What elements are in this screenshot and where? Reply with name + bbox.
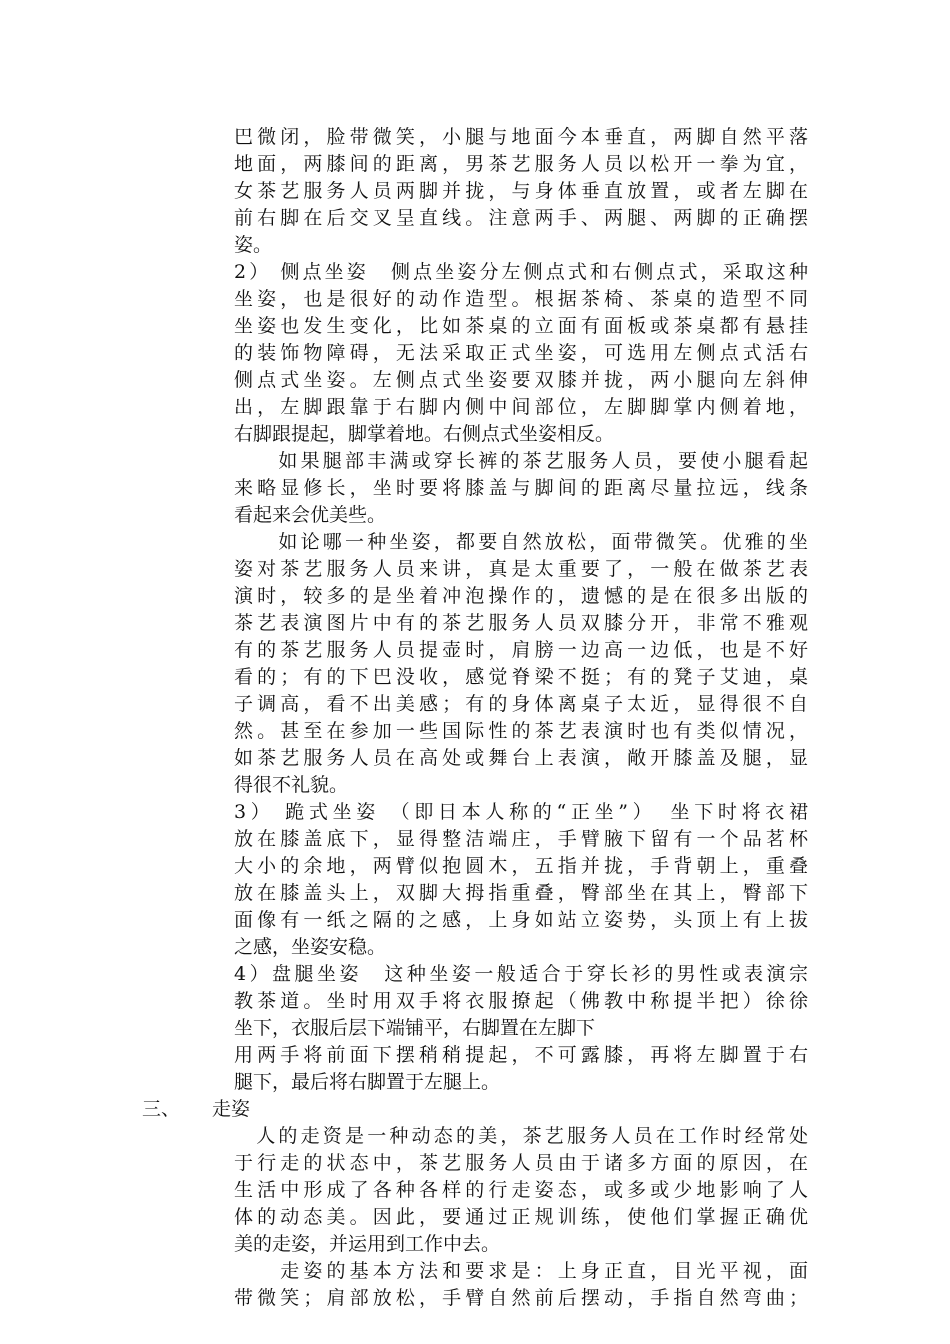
text-line: 坐姿也发生变化，比如茶桌的立面有面板或茶桌都有悬挂 [234, 315, 808, 337]
text-line: 体的动态美。因此，要通过正规训练，使他们掌握正确优 [234, 1206, 808, 1228]
text-line: 来略显修长，坐时要将膝盖与脚间的距离尽量拉远，线条 [234, 477, 808, 499]
text-line: 得很不礼貌。 [234, 774, 349, 796]
text-line: 右脚跟提起，脚掌着地。右侧点式坐姿相反。 [234, 423, 615, 445]
text-line: 的装饰物障碍，无法采取正式坐姿，可选用左侧点式活右 [234, 342, 808, 364]
text-line: 美的走姿，并运用到工作中去。 [234, 1233, 501, 1255]
body-text [142, 124, 808, 1312]
text-line: 巴微闭，脸带微笑，小腿与地面今本垂直，两脚自然平落 [234, 126, 808, 148]
text-line: 姿。 [234, 234, 273, 256]
text-line: 姿对茶艺服务人员来讲，真是太重要了，一般在做茶艺表 [234, 558, 808, 580]
text-line: 子调高，看不出美感；有的身体离桌子太近，显得很不自 [234, 693, 808, 715]
text-line: 女茶艺服务人员两脚并拢，与身体垂直放置，或者左脚在 [234, 180, 808, 202]
text-line: 之感，坐姿安稳。 [234, 936, 387, 958]
text-line: 然。甚至在参加一些国际性的茶艺表演时也有类似情况， [234, 720, 808, 742]
text-line: 教茶道。坐时用双手将衣服撩起（佛教中称提半把）徐徐 [234, 990, 808, 1012]
text-line: 茶艺表演图片中有的茶艺服务人员双膝分开，非常不雅观 [234, 612, 808, 634]
text-line: 生活中形成了各种各样的行走姿态，或多或少地影响了人 [234, 1179, 808, 1201]
text-line: 腿下，最后将右脚置于左腿上。 [234, 1071, 501, 1093]
text-line: 前右脚在后交叉呈直线。注意两手、两腿、两脚的正确摆 [234, 207, 808, 229]
section-title: 走姿 [212, 1098, 251, 1120]
text-line: 放在膝盖头上，双脚大拇指重叠，臀部坐在其上，臀部下 [234, 882, 808, 904]
text-line: 人的走资是一种动态的美，茶艺服务人员在工作时经常处 [234, 1125, 808, 1147]
text-line: 如果腿部丰满或穿长裤的茶艺服务人员，要使小腿看起 [234, 450, 808, 472]
text-line: 放在膝盖底下，显得整洁端庄，手臂腋下留有一个品茗杯 [234, 828, 808, 850]
text-line: 坐下，衣服后层下端铺平，右脚置在左脚下 [234, 1017, 596, 1039]
section-heading [142, 1096, 808, 1123]
text-line: 演时，较多的是坐着冲泡操作的，遗憾的是在很多出版的 [234, 585, 808, 607]
text-line: 大小的余地，两臂似抱圆木，五指并拢，手背朝上，重叠 [234, 855, 808, 877]
text-line: 有的茶艺服务人员提壶时，肩膀一边高一边低，也是不好 [234, 639, 808, 661]
subsection-heading-line: 4）盘腿坐姿 这种坐姿一般适合于穿长衫的男性或表演宗 [234, 963, 808, 985]
text-line: 带微笑；肩部放松，手臂自然前后摆动，手指自然弯曲； [234, 1287, 808, 1309]
text-line: 出，左脚跟靠于右脚内侧中间部位，左脚脚掌内侧着地， [234, 396, 808, 418]
text-line: 走姿的基本方法和要求是：上身正直，目光平视，面 [234, 1260, 808, 1282]
subsection-heading-line: 2） 侧点坐姿 侧点坐姿分左侧点式和右侧点式，采取这种 [234, 261, 808, 283]
text-line: 地面，两膝间的距离，男茶艺服务人员以松开一拳为宜， [234, 153, 808, 175]
text-line: 看的；有的下巴没收，感觉脊梁不挺；有的凳子艾迪，桌 [234, 666, 808, 688]
text-line: 看起来会优美些。 [234, 504, 387, 526]
text-line: 坐姿，也是很好的动作造型。根据茶椅、茶桌的造型不同 [234, 288, 808, 310]
text-line: 于行走的状态中，茶艺服务人员由于诸多方面的原因，在 [234, 1152, 808, 1174]
text-line: 用两手将前面下摆稍稍提起，不可露膝，再将左脚置于右 [234, 1044, 808, 1066]
text-line: 如茶艺服务人员在高处或舞台上表演，敞开膝盖及腿，显 [234, 747, 808, 769]
text-line: 面像有一纸之隔的之感，上身如站立姿势，头顶上有上拔 [234, 909, 808, 931]
text-line: 侧点式坐姿。左侧点式坐姿要双膝并拢，两小腿向左斜伸 [234, 369, 808, 391]
subsection-heading-line: 3） 跪式坐姿 （即日本人称的“正坐”） 坐下时将衣裙 [234, 801, 808, 823]
section-number: 三、 [142, 1098, 181, 1120]
text-line: 如论哪一种坐姿，都要自然放松，面带微笑。优雅的坐 [234, 531, 808, 553]
